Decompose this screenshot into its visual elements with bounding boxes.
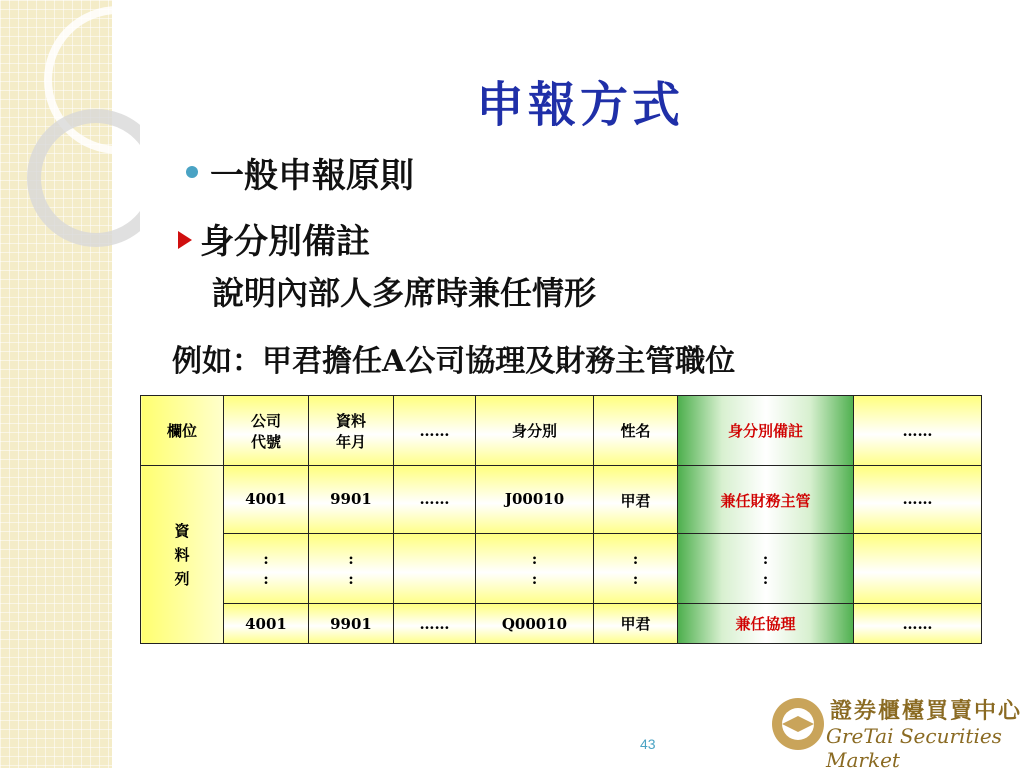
decorative-circles <box>0 0 140 300</box>
table-header-cell: 公司 代號 <box>224 396 309 466</box>
table-cell: 4001 <box>224 466 309 534</box>
table-cell: …… <box>394 604 476 644</box>
table-cell: : : <box>224 534 309 604</box>
table-row <box>141 534 982 604</box>
table-cell: …… <box>854 604 982 644</box>
slide-title: 申報方式 <box>475 77 684 133</box>
table-cell: : : <box>594 534 678 604</box>
gretai-logo-icon <box>768 694 828 754</box>
table-header-cell: 身分別備註 <box>678 396 854 466</box>
table-cell: 甲君 <box>594 466 678 534</box>
logo-chinese-text: 證券櫃檯買賣中心 <box>830 698 1023 724</box>
table-cell: …… <box>394 466 476 534</box>
example-text: 例如：甲君擔任A公司協理及財務主管職位 <box>172 344 736 379</box>
table-cell <box>394 534 476 604</box>
row-label: 資 料 列 <box>141 466 224 644</box>
table-cell: Q00010 <box>476 604 594 644</box>
table-header-row <box>141 396 982 466</box>
bullet-text: 一般申報原則 <box>210 156 414 196</box>
table-row <box>141 604 982 644</box>
logo-english-text: GreTai Securities Market <box>826 724 1002 772</box>
table-header-cell: …… <box>854 396 982 466</box>
table-cell: …… <box>854 466 982 534</box>
bullet-dot-icon <box>186 166 198 178</box>
table-cell: 甲君 <box>594 604 678 644</box>
table-header-cell: 性名 <box>594 396 678 466</box>
filing-table <box>140 395 982 644</box>
table-header-cell: …… <box>394 396 476 466</box>
table-cell: J00010 <box>476 466 594 534</box>
table-cell: 兼任財務主管 <box>678 466 854 534</box>
bullet-item <box>186 148 414 197</box>
table-header-cell: 欄位 <box>141 396 224 466</box>
table-cell: 9901 <box>309 604 394 644</box>
table-header-cell: 資料 年月 <box>309 396 394 466</box>
arrow-right-icon <box>178 231 192 249</box>
table-cell <box>854 534 982 604</box>
table-cell: 9901 <box>309 466 394 534</box>
table-cell: 兼任協理 <box>678 604 854 644</box>
subheading-text: 身分別備註 <box>200 222 370 262</box>
table-cell: 4001 <box>224 604 309 644</box>
page-number: 43 <box>640 736 656 752</box>
table-cell: : : <box>309 534 394 604</box>
subheading-line <box>178 214 370 263</box>
table-header-cell: 身分別 <box>476 396 594 466</box>
description-text: 說明內部人多席時兼任情形 <box>212 274 597 312</box>
table-cell: : : <box>476 534 594 604</box>
table-cell: : : <box>678 534 854 604</box>
table-row <box>141 466 982 534</box>
